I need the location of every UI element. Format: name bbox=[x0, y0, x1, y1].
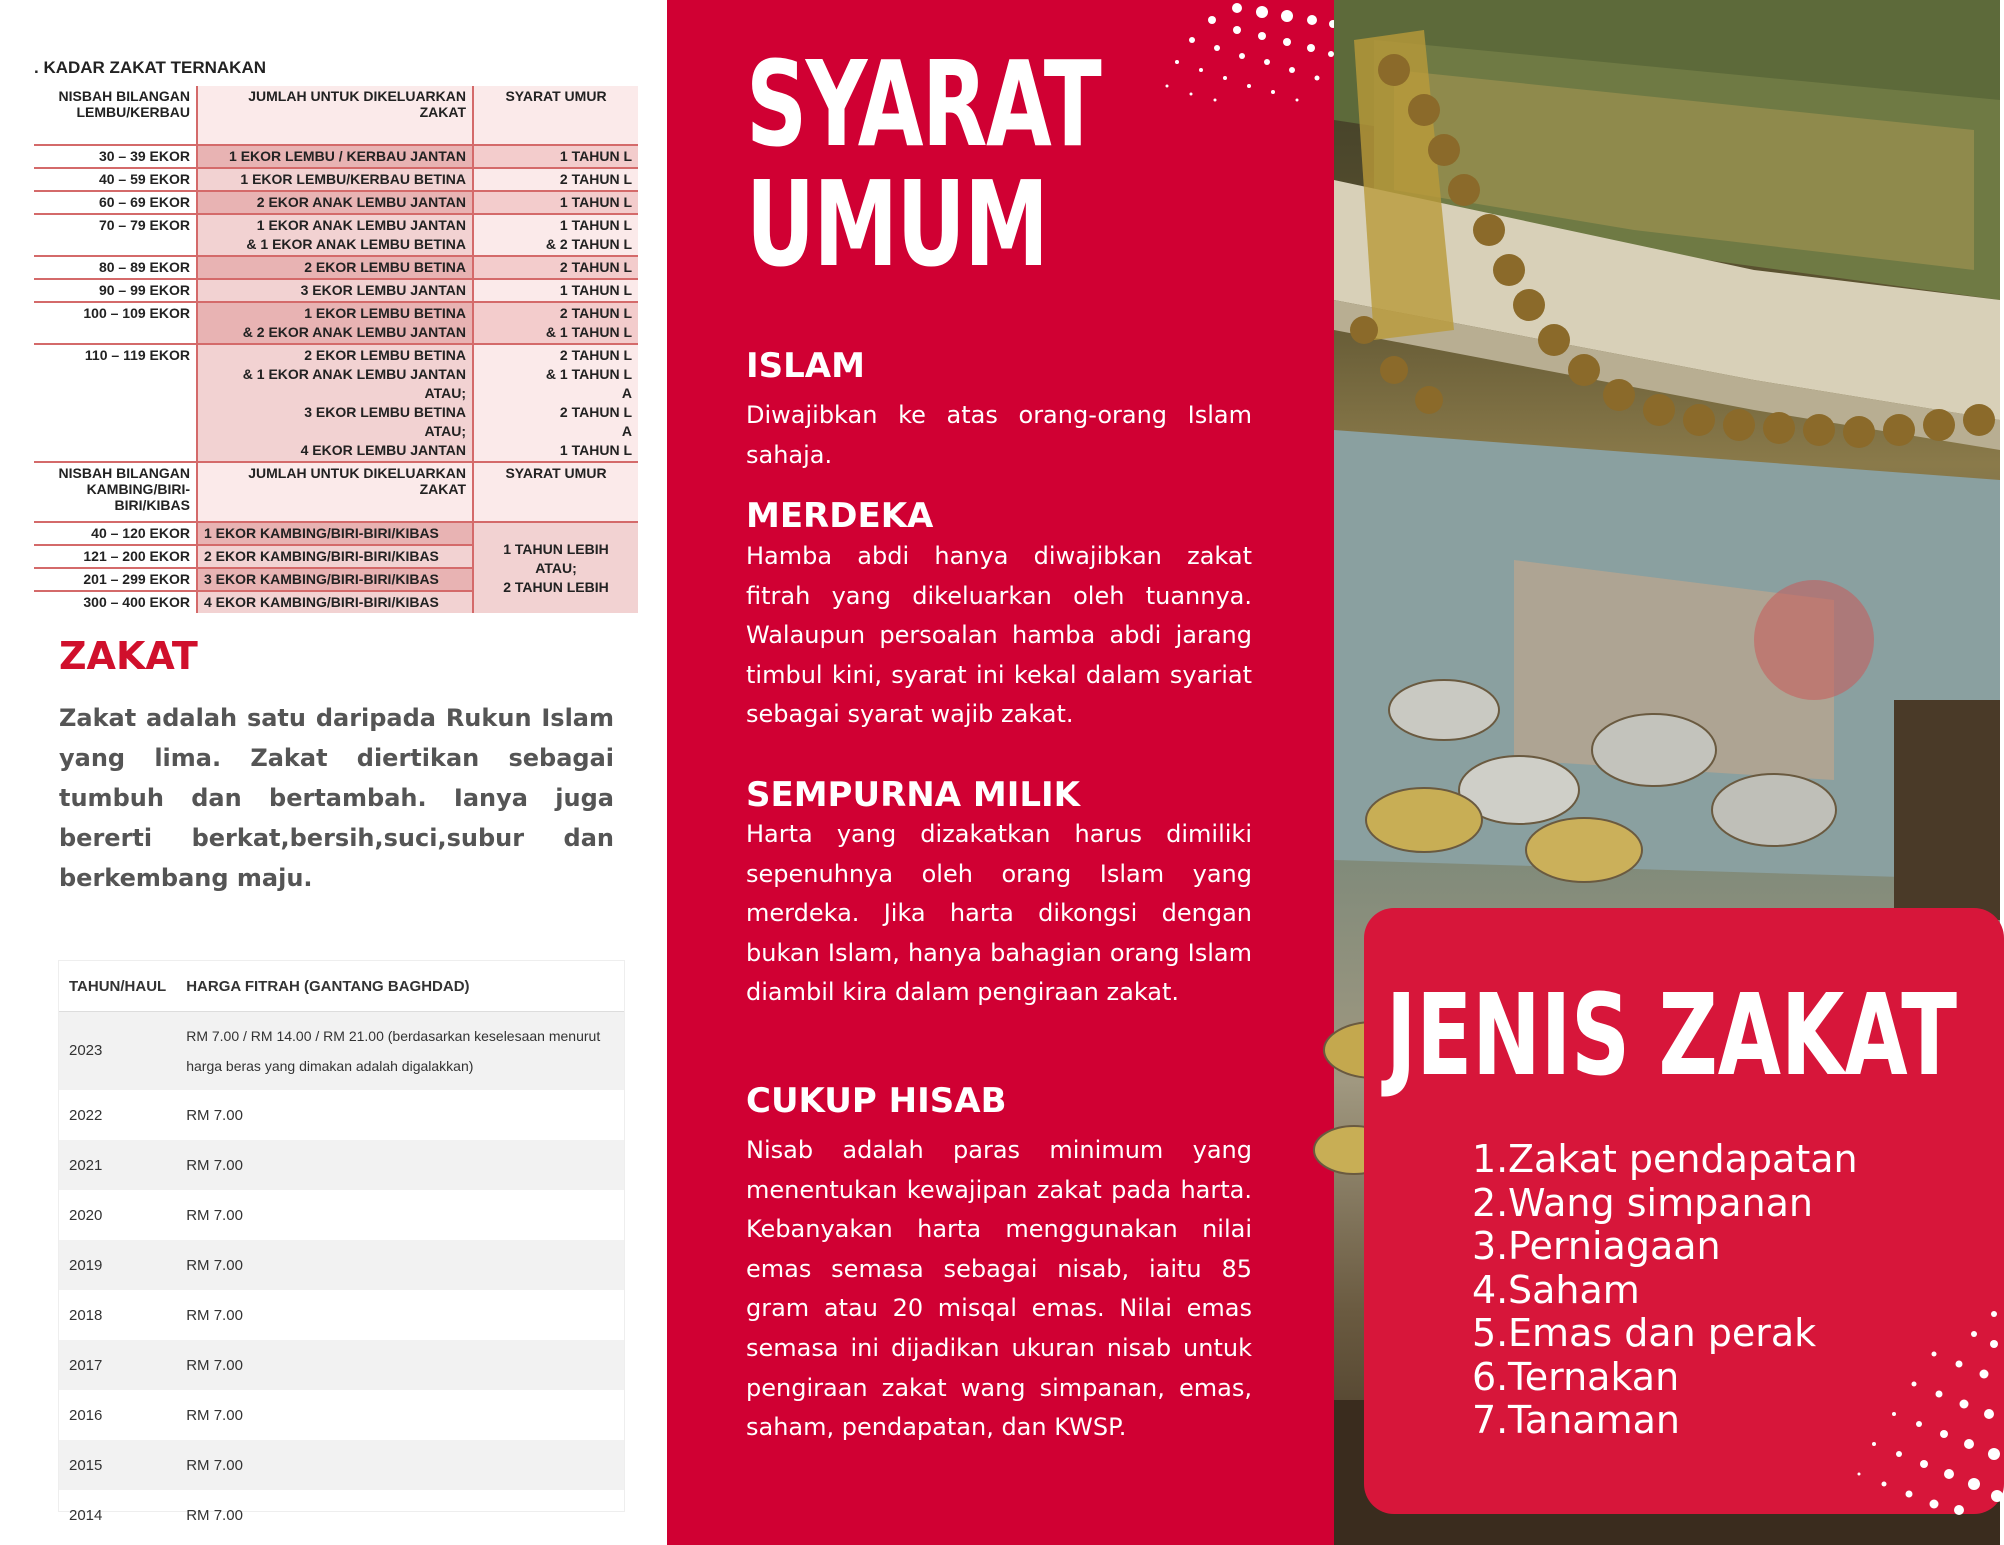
list-label: Zakat pendapatan bbox=[1508, 1137, 1858, 1181]
list-label: Tanaman bbox=[1508, 1398, 1680, 1442]
table-row bbox=[59, 1140, 624, 1190]
header-umur: SYARAT UMUR bbox=[473, 86, 638, 145]
list-item bbox=[1472, 1225, 1858, 1269]
cell-jumlah bbox=[197, 302, 473, 344]
cell-line: & 2 EKOR ANAK LEMBU JANTAN bbox=[242, 324, 466, 340]
cell-umur: 1 TAHUN L bbox=[473, 145, 638, 168]
cell-line: ATAU; bbox=[424, 423, 466, 439]
section-heading-cukup-hisab: CUKUP HISAB bbox=[746, 1081, 1007, 1121]
cell-umur bbox=[473, 302, 638, 344]
table-row bbox=[34, 168, 638, 191]
jenis-zakat-card bbox=[1364, 908, 2004, 1514]
cell-jumlah bbox=[197, 344, 473, 462]
cell-nisbah: 40 – 120 EKOR bbox=[34, 522, 197, 545]
section-body-merdeka: Hamba abdi hanya diwajibkan zakat fitrah yang dikeluarkan oleh tuannya. Walaupun persoalan hamba abdi jarang timbul kini, syarat ini kekal dalam syariat sebagai syarat wajib zakat. bbox=[746, 542, 1252, 729]
cell-jumlah bbox=[197, 214, 473, 256]
ternak-rate-table bbox=[34, 86, 638, 613]
table-row bbox=[34, 256, 638, 279]
zakat-heading: ZAKAT bbox=[59, 634, 198, 678]
title-line: UMUM bbox=[746, 155, 1048, 293]
cell-line: & 2 TAHUN L bbox=[545, 236, 632, 252]
cell-line: 2 TAHUN L bbox=[559, 404, 632, 420]
section-heading-merdeka: MERDEKA bbox=[746, 496, 934, 536]
cell-jumlah: 4 EKOR KAMBING/BIRI-BIRI/KIBAS bbox=[197, 591, 473, 613]
list-item bbox=[1472, 1138, 1858, 1182]
list-label: Wang simpanan bbox=[1508, 1180, 1813, 1225]
cell-umur: 1 TAHUN L bbox=[473, 191, 638, 214]
cell-line: & 1 EKOR ANAK LEMBU BETINA bbox=[246, 236, 466, 252]
cell-price: RM 7.00 bbox=[186, 1206, 243, 1224]
table-row bbox=[34, 191, 638, 214]
list-number: 5. bbox=[1472, 1311, 1509, 1355]
section-body-sempurna-milik: Harta yang dizakatkan harus dimiliki sepenuhnya oleh orang Islam yang merdeka. Jika harta dikongsi dengan bukan Islam, hanya bahagian orang Islam diambil kira dalam pengiraan zakat. bbox=[746, 820, 1252, 1007]
cell-price: RM 7.00 / RM 14.00 / RM 21.00 (berdasarkan keselesaan menurut harga beras yang dimakan adalah digalakkan) bbox=[176, 1012, 624, 1091]
cell-year: 2021 bbox=[59, 1140, 176, 1190]
cell-nisbah: 110 – 119 EKOR bbox=[34, 344, 197, 462]
list-number: 1. bbox=[1472, 1137, 1509, 1181]
cell-line: & 1 TAHUN L bbox=[545, 366, 632, 382]
cell-line: & 1 TAHUN L bbox=[545, 324, 632, 340]
cell-price: RM 7.00 bbox=[186, 1306, 243, 1324]
list-item bbox=[1472, 1269, 1858, 1313]
list-label: Emas dan perak bbox=[1508, 1311, 1817, 1355]
cell-price: RM 7.00 bbox=[186, 1106, 243, 1124]
table-row bbox=[59, 1240, 624, 1290]
cell-jumlah: 2 EKOR KAMBING/BIRI-BIRI/KIBAS bbox=[197, 545, 473, 568]
header-nisbah: NISBAH BILANGAN LEMBU/KERBAU bbox=[34, 86, 197, 145]
cell-nisbah: 60 – 69 EKOR bbox=[34, 191, 197, 214]
list-item bbox=[1472, 1312, 1858, 1356]
table-row bbox=[34, 145, 638, 168]
cell-price: RM 7.00 bbox=[186, 1506, 243, 1524]
list-item bbox=[1472, 1182, 1858, 1226]
cell-jumlah: 1 EKOR LEMBU / KERBAU JANTAN bbox=[197, 145, 473, 168]
cell-year: 2020 bbox=[69, 1206, 103, 1224]
syarat-umum-title bbox=[746, 35, 1101, 293]
cell-line: 1 TAHUN L bbox=[559, 442, 632, 458]
cell-jumlah: 2 EKOR LEMBU BETINA bbox=[197, 256, 473, 279]
cell-umur: 1 TAHUN L bbox=[473, 279, 638, 302]
middle-panel bbox=[667, 0, 1334, 1545]
table-row bbox=[59, 1440, 624, 1490]
cell-line: 1 EKOR ANAK LEMBU JANTAN bbox=[256, 217, 466, 233]
cell-price: RM 7.00 bbox=[176, 1140, 624, 1190]
table-row bbox=[34, 302, 638, 344]
cell-year: 2019 bbox=[59, 1240, 176, 1290]
jenis-zakat-list bbox=[1472, 1138, 1858, 1443]
cell-year: 2018 bbox=[69, 1306, 103, 1324]
cell-jumlah: 3 EKOR LEMBU JANTAN bbox=[197, 279, 473, 302]
cell-line: 4 EKOR LEMBU JANTAN bbox=[300, 442, 466, 458]
cell-nisbah: 100 – 109 EKOR bbox=[34, 302, 197, 344]
title-line: SYARAT bbox=[746, 35, 1101, 173]
table-row bbox=[34, 522, 638, 545]
table-row bbox=[59, 1012, 624, 1091]
cell-price: RM 7.00 bbox=[176, 1440, 624, 1490]
zakat-description: Zakat adalah satu daripada Rukun Islam yang lima. Zakat diertikan sebagai tumbuh dan bertambah. Ianya juga bererti berkat,bersih,suci,subur dan berkembang maju. bbox=[59, 704, 614, 892]
cell-line: A bbox=[621, 385, 632, 401]
cell-line: 1 TAHUN LEBIH bbox=[503, 540, 609, 557]
right-panel bbox=[1334, 0, 2000, 1545]
table-row bbox=[34, 344, 638, 462]
table-row bbox=[59, 1190, 624, 1240]
header-umur-kambing: SYARAT UMUR bbox=[473, 462, 638, 522]
cell-umur bbox=[473, 214, 638, 256]
cell-year: 2022 bbox=[69, 1106, 103, 1124]
cell-year: 2016 bbox=[69, 1406, 103, 1424]
cell-jumlah: 3 EKOR KAMBING/BIRI-BIRI/KIBAS bbox=[197, 568, 473, 591]
table-row bbox=[59, 1340, 624, 1390]
table-row bbox=[59, 1490, 624, 1540]
cell-line: 1 TAHUN L bbox=[559, 217, 632, 233]
cell-jumlah: 2 EKOR ANAK LEMBU JANTAN bbox=[197, 191, 473, 214]
cell-jumlah: 1 EKOR LEMBU/KERBAU BETINA bbox=[197, 168, 473, 191]
cell-line: & 1 EKOR ANAK LEMBU JANTAN bbox=[242, 366, 466, 382]
header-harga: HARGA FITRAH (GANTANG BAGHDAD) bbox=[176, 961, 624, 1012]
left-panel bbox=[0, 0, 667, 1545]
list-label: Ternakan bbox=[1508, 1354, 1680, 1399]
cell-year: 2014 bbox=[69, 1506, 103, 1524]
cell-line: 2 EKOR LEMBU BETINA bbox=[304, 347, 466, 363]
cell-price: RM 7.00 bbox=[186, 1406, 243, 1424]
cell-line: 2 TAHUN LEBIH bbox=[503, 578, 609, 595]
cell-nisbah: 40 – 59 EKOR bbox=[34, 168, 197, 191]
decorative-dots bbox=[1097, 0, 1337, 110]
list-label: Perniagaan bbox=[1508, 1224, 1721, 1268]
list-number: 2. bbox=[1472, 1180, 1509, 1225]
cell-umur: 2 TAHUN L bbox=[473, 168, 638, 191]
cell-nisbah: 90 – 99 EKOR bbox=[34, 279, 197, 302]
cell-line: ATAU; bbox=[424, 385, 466, 401]
header-jumlah: JUMLAH UNTUK DIKELUARKAN ZAKAT bbox=[197, 86, 473, 145]
cell-price: RM 7.00 bbox=[176, 1340, 624, 1390]
cell-line: ATAU; bbox=[535, 559, 577, 576]
list-number: 7. bbox=[1472, 1398, 1509, 1442]
cell-nisbah: 300 – 400 EKOR bbox=[34, 591, 197, 613]
section-body-cukup-hisab: Nisab adalah paras minimum yang menentukan kewajipan zakat pada harta. Kebanyakan harta menggunakan nilai emas semasa sebagai nisab, iaitu 85 gram atau 20 misqal emas. Nilai emas semasa ini dijadikan ukuran nisab untuk pengiraan zakat wang simpanan, emas, saham, pendapatan, dan KWSP. bbox=[746, 1136, 1252, 1442]
section-body-islam: Diwajibkan ke atas orang-orang Islam sahaja. bbox=[746, 401, 1252, 469]
table-row bbox=[34, 214, 638, 256]
fitrah-price-table bbox=[59, 961, 624, 1540]
fitrah-table-container[interactable] bbox=[58, 960, 625, 1524]
cell-umur-merged bbox=[473, 522, 638, 613]
header-tahun: TAHUN/HAUL bbox=[59, 961, 176, 1012]
table-row bbox=[59, 1390, 624, 1440]
list-number: 6. bbox=[1472, 1354, 1509, 1399]
list-item bbox=[1472, 1399, 1858, 1443]
cell-umur: 2 TAHUN L bbox=[473, 256, 638, 279]
list-label: Saham bbox=[1508, 1267, 1640, 1312]
ternak-table-title: . KADAR ZAKAT TERNAKAN bbox=[34, 58, 266, 77]
jenis-zakat-title: JENIS ZAKAT bbox=[1386, 971, 1958, 1101]
header-jumlah-kambing: JUMLAH UNTUK DIKELUARKAN ZAKAT bbox=[197, 462, 473, 522]
cell-line: 2 TAHUN L bbox=[559, 347, 632, 363]
cell-nisbah: 70 – 79 EKOR bbox=[34, 214, 197, 256]
header-nisbah-kambing: NISBAH BILANGAN KAMBING/BIRI-BIRI/KIBAS bbox=[34, 462, 197, 522]
cell-nisbah: 80 – 89 EKOR bbox=[34, 256, 197, 279]
cell-year: 2017 bbox=[59, 1340, 176, 1390]
cell-price: RM 7.00 bbox=[176, 1240, 624, 1290]
cell-line: A bbox=[621, 423, 632, 439]
table-row bbox=[59, 1090, 624, 1140]
cell-year: 2015 bbox=[59, 1440, 176, 1490]
cell-nisbah: 201 – 299 EKOR bbox=[34, 568, 197, 591]
cell-line: 2 TAHUN L bbox=[559, 305, 632, 321]
cell-nisbah: 30 – 39 EKOR bbox=[34, 145, 197, 168]
cell-nisbah: 121 – 200 EKOR bbox=[34, 545, 197, 568]
cell-line: 1 EKOR LEMBU BETINA bbox=[304, 305, 466, 321]
table-row bbox=[34, 279, 638, 302]
cell-jumlah: 1 EKOR KAMBING/BIRI-BIRI/KIBAS bbox=[197, 522, 473, 545]
table-row bbox=[59, 1290, 624, 1340]
section-heading-islam: ISLAM bbox=[746, 346, 865, 386]
cell-line: 3 EKOR LEMBU BETINA bbox=[304, 404, 466, 420]
cell-umur bbox=[473, 344, 638, 462]
cell-year: 2023 bbox=[59, 1012, 176, 1091]
list-number: 4. bbox=[1472, 1267, 1509, 1312]
list-item bbox=[1472, 1356, 1858, 1400]
list-number: 3. bbox=[1472, 1224, 1509, 1268]
section-heading-sempurna-milik: SEMPURNA MILIK bbox=[746, 775, 1081, 815]
